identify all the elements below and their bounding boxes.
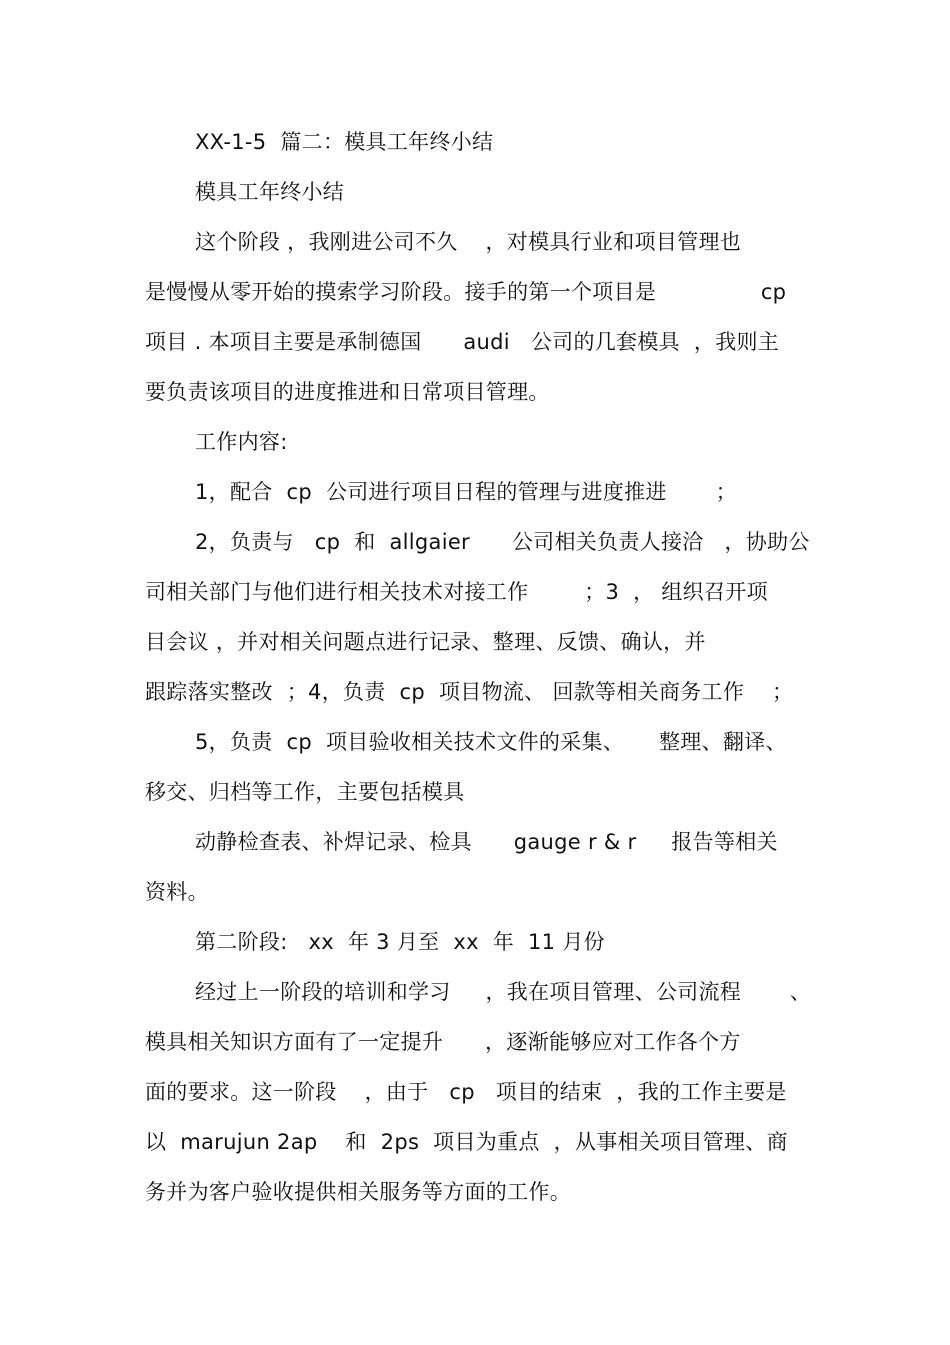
document-title: 模具工年终小结 bbox=[195, 180, 345, 204]
subheading-stage-two: 第二阶段: xx 年 3 月至 xx 年 11 月份 bbox=[195, 930, 605, 954]
paragraph-line: 资料。 bbox=[145, 880, 209, 904]
paragraph-line: 跟踪落实整改 ；4，负责 cp 项目物流、 回款等相关商务工作 ； bbox=[145, 680, 794, 704]
paragraph-line: 司相关部门与他们进行相关技术对接工作 ；3 ， 组织召开项 bbox=[145, 580, 768, 604]
paragraph-line: 模具相关知识方面有了一定提升 ，逐渐能够应对工作各个方 bbox=[145, 1030, 741, 1054]
paragraph-line: 面的要求。这一阶段 ，由于 cp 项目的结束 ，我的工作主要是 bbox=[145, 1080, 787, 1104]
paragraph-line: 是慢慢从零开始的摸索学习阶段。接手的第一个项目是 cp bbox=[145, 280, 787, 304]
subheading-work-content: 工作内容: bbox=[195, 430, 288, 454]
paragraph-line: 动静检查表、补焊记录、检具 gauge r & r 报告等相关 bbox=[195, 830, 778, 854]
paragraph-line: 目会议 ，并对相关问题点进行记录、整理、反馈、确认，并 bbox=[145, 630, 706, 654]
paragraph-line: 要负责该项目的进度推进和日常项目管理。 bbox=[145, 380, 550, 404]
paragraph-line: 这个阶段 ，我刚进公司不久 ，对模具行业和项目管理也 bbox=[195, 230, 742, 254]
paragraph-line: 以 marujun 2ap 和 2ps 项目为重点 ，从事相关项目管理、商 bbox=[145, 1130, 788, 1154]
list-item: 5，负责 cp 项目验收相关技术文件的采集、 整理、翻译、 bbox=[195, 730, 787, 754]
list-item: 1，配合 cp 公司进行项目日程的管理与进度推进 ； bbox=[195, 480, 737, 504]
paragraph-line: 项目 . 本项目主要是承制德国 audi 公司的几套模具 ，我则主 bbox=[145, 330, 780, 354]
paragraph-line: 务并为客户验收提供相关服务等方面的工作。 bbox=[145, 1180, 571, 1204]
paragraph-line: 经过上一阶段的培训和学习 ，我在项目管理、公司流程 、 bbox=[195, 980, 812, 1004]
section-heading: XX-1-5 篇二：模具工年终小结 bbox=[195, 130, 494, 154]
list-item: 2，负责与 cp 和 allgaier 公司相关负责人接洽 ，协助公 bbox=[195, 530, 810, 554]
paragraph-line: 移交、归档等工作，主要包括模具 bbox=[145, 780, 465, 804]
